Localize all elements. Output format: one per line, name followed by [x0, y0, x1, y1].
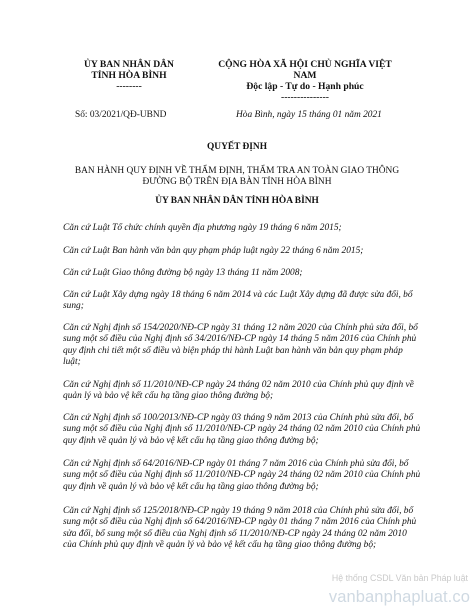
agency-block: [70, 59, 188, 92]
motto-dashes: ---------------: [281, 92, 329, 103]
agency-dashes: --------: [116, 81, 142, 92]
watermark-text: Hệ thống CSDL Văn bản Pháp luật: [331, 573, 468, 583]
agency-name: ỦY BAN NHÂN DÂN: [84, 59, 174, 70]
legal-basis-4: Căn cứ Luật Xây dựng ngày 18 tháng 6 năm 2014 và các Luật Xây dựng đã được sửa đổi, bổ sung;: [63, 290, 413, 312]
legal-basis-5: Căn cứ Nghị định số 154/2020/NĐ-CP ngày 31 tháng 12 năm 2020 của Chính phủ sửa đổi, bổ sung một số điều của Nghị định số 34/2016/NĐ-CP ngày 14 tháng 5 năm 2016 của Chính phủ quy định chi tiết một số điều và biện pháp thi hành Luật ban hành văn bản quy phạm pháp luật;: [63, 323, 418, 368]
nation-block: [205, 59, 405, 103]
nation-title-cont: NAM: [293, 70, 317, 81]
legal-basis-8: Căn cứ Nghị định số 64/2016/NĐ-CP ngày 01 tháng 7 năm 2016 của Chính phủ sửa đổi, bổ sung một số điều của Nghị định số 11/2010/NĐ-CP ngày 24 tháng 02 năm 2010 của Chính phủ quy định về quản lý và bảo vệ kết cấu hạ tầng giao thông đường bộ;: [63, 459, 421, 492]
document-subject: [40, 166, 434, 189]
legal-basis-2: Căn cứ Luật Ban hành văn bản quy phạm pháp luật ngày 22 tháng 6 năm 2015;: [63, 246, 364, 256]
legal-basis-7: Căn cứ Nghị định số 100/2013/NĐ-CP ngày 03 tháng 9 năm 2013 của Chính phủ sửa đổi, bổ sung một số điều của Nghị định số 11/2010/NĐ-CP ngày 24 tháng 02 năm 2010 của Chính phủ quy định về quản lý và bảo vệ kết cấu hạ tầng giao thông đường bộ;: [63, 413, 421, 446]
legal-basis-1: Căn cứ Luật Tổ chức chính quyền địa phương ngày 19 tháng 6 năm 2015;: [63, 223, 342, 233]
place-date: Hòa Bình, ngày 15 tháng 01 năm 2021: [236, 110, 382, 120]
legal-basis-9: Căn cứ Nghị định số 125/2018/NĐ-CP ngày 19 tháng 9 năm 2018 của Chính phủ sửa đổi, bổ sung một số điều của Nghị định số 64/2016/NĐ-CP ngày 01 tháng 7 năm 2016 của Chính phủ sửa đổi, bổ sung một số điều của Nghị định số 11/2010/NĐ-CP ngày 24 tháng 02 năm 2010 của Chính phủ quy định về quản lý và bảo vệ kết cấu hạ tầng giao thông đường bộ;: [63, 506, 417, 551]
motto: Độc lập - Tự do - Hạnh phúc: [246, 81, 364, 92]
subject-line-2: ĐƯỜNG BỘ TRÊN ĐỊA BÀN TỈNH HÒA BÌNH: [142, 177, 332, 188]
document-number: Số: 03/2021/QĐ-UBND: [75, 110, 167, 120]
document-type: QUYẾT ĐỊNH: [207, 142, 267, 152]
issuer: ỦY BAN NHÂN DÂN TỈNH HÒA BÌNH: [155, 196, 319, 206]
nation-title: CỘNG HÒA XÃ HỘI CHỦ NGHĨA VIỆT: [218, 59, 392, 70]
agency-province: TỈNH HÒA BÌNH: [91, 70, 167, 81]
watermark-site: vanbanphapluat.co: [328, 588, 470, 606]
subject-line-1: BAN HÀNH QUY ĐỊNH VỀ THẨM ĐỊNH, THẨM TRA AN TOÀN GIAO THÔNG: [74, 166, 400, 176]
legal-basis-6: Căn cứ Nghị định số 11/2010/NĐ-CP ngày 24 tháng 02 năm 2010 của Chính phủ quy định về quản lý và bảo vệ kết cấu hạ tầng giao thông đường bộ;: [63, 380, 414, 402]
legal-basis-3: Căn cứ Luật Giao thông đường bộ ngày 13 tháng 11 năm 2008;: [63, 268, 303, 278]
